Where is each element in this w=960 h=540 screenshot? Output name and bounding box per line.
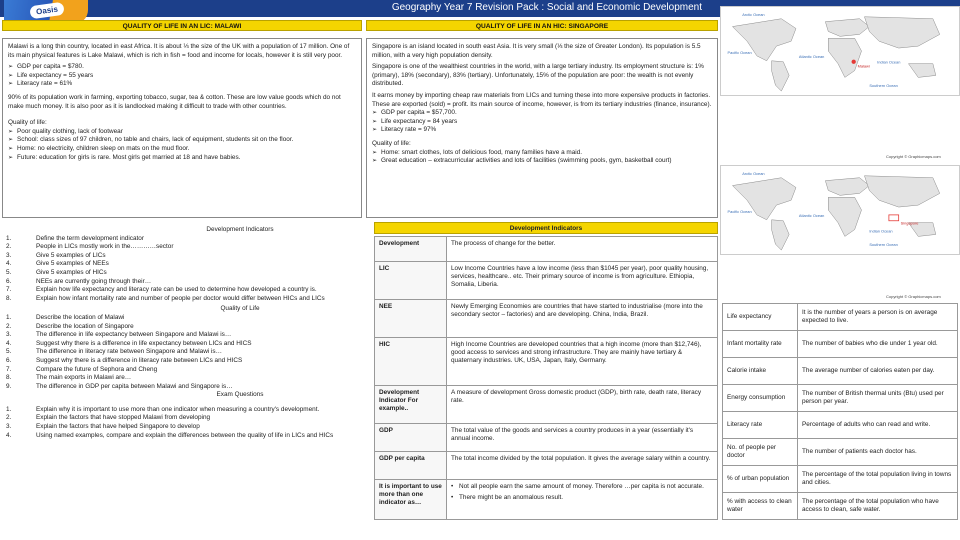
- malawi-panel: [2, 38, 362, 218]
- definition-text: Newly Emerging Economies are countries that have started to industrialise (more into the secondary sector – factories) and are developing. China, India, Brazil.: [447, 300, 718, 338]
- singapore-panel: [366, 38, 718, 218]
- singapore-qol-title: Quality of life:: [372, 139, 411, 147]
- singapore-qol-item: ➢ Great education – extracurricular activities and lots of facilities (swimming pools, gym, basketball court): [372, 157, 712, 166]
- question-item: 1. Describe the location of Malawi: [6, 313, 125, 321]
- definition-row: [375, 452, 718, 480]
- question-item: 8. Explain how infant mortality rate and number of people per doctor would differ between HICs and LICs: [6, 294, 325, 302]
- malawi-qol-item: ➢ Home: no electricity, children sleep on mats on the mud floor.: [8, 145, 356, 154]
- definition-term: It is important to use more than one indicator as…: [375, 480, 447, 520]
- question-item: 7. Compare the future of Sephora and Cheng: [6, 365, 158, 373]
- ocean-label: Arctic Ocean: [742, 170, 765, 176]
- question-item: 2. People in LICs mostly work in the…………sector: [6, 243, 174, 251]
- definition-term: LIC: [375, 262, 447, 300]
- definition-row: [375, 237, 718, 262]
- indicator-term: % of urban population: [723, 466, 798, 493]
- indicator-def: The number of patients each doctor has.: [798, 439, 958, 466]
- malawi-stat: ➢ GDP per capita = $780.: [8, 63, 356, 72]
- ocean-label: Pacific Ocean: [727, 208, 752, 214]
- map-copyright: Copyright © Graphicmaps.com: [886, 294, 941, 299]
- exam-questions: [2, 406, 368, 440]
- malawi-map-label: Malawi: [857, 63, 870, 69]
- definitions-table: [374, 236, 718, 520]
- question-item: 2. Describe the location of Singapore: [6, 322, 134, 330]
- singapore-header: QUALITY OF LIFE IN AN HIC: SINGAPORE: [366, 20, 718, 31]
- singapore-marker: [889, 215, 899, 221]
- question-item: 6. Suggest why there is a difference in literacy rate between LICs and HICS: [6, 356, 243, 364]
- revision-questions: [2, 226, 368, 440]
- definition-term: Development Indicator For example..: [375, 386, 447, 424]
- question-item: 6. NEEs are currently going through their…: [6, 277, 152, 285]
- definition-text: The total value of the goods and services a country produces in a year (essentially it's annual income.: [447, 424, 718, 452]
- malawi-header: QUALITY OF LIFE IN AN LIC: MALAWI: [2, 20, 362, 31]
- singapore-stats: [372, 109, 712, 135]
- definition-term: GDP per capita: [375, 452, 447, 480]
- definition-row: [375, 424, 718, 452]
- dev-questions: [2, 235, 368, 304]
- ocean-label: Indian Ocean: [877, 59, 901, 65]
- question-item: 5. Give 5 examples of HICs: [6, 268, 107, 276]
- ocean-label: Atlantic Ocean: [798, 53, 825, 59]
- indicator-row: [723, 439, 958, 466]
- qol-questions-title: Quality of Life: [220, 305, 260, 313]
- question-item: 8. The main exports in Malawi are…: [6, 374, 132, 382]
- indicator-def: The number of British thermal units (Btu) used per person per year.: [798, 385, 958, 412]
- ocean-label: Atlantic Ocean: [798, 212, 825, 218]
- exam-questions-title: Exam Questions: [216, 391, 264, 399]
- indicator-row: [723, 331, 958, 358]
- ocean-label: Arctic Ocean: [742, 11, 765, 17]
- definition-text: A measure of development Gross domestic product (GDP), birth rate, death rate, literacy rate.: [447, 386, 718, 424]
- indicator-term: Infant mortality rate: [723, 331, 798, 358]
- definition-text: Low Income Countries have a low income (less than $1045 per year), poor quality housing, services, healthcare.. etc. Their primary source of income is from agriculture. Ethiopia, Somalia, Liberia.: [447, 262, 718, 300]
- ocean-label: Pacific Ocean: [727, 49, 752, 55]
- question-item: 4. Suggest why there is a difference in life expectancy between LICs and HICS: [6, 339, 252, 347]
- definition-term: Development: [375, 237, 447, 262]
- indicator-def: Percentage of adults who can read and write.: [798, 412, 958, 439]
- indicator-def: The number of babies who die under 1 year old.: [798, 331, 958, 358]
- malawi-qol-item: ➢ School: class sizes of 97 children, no table and chairs, lack of equipment, students sit on the floor.: [8, 136, 356, 145]
- indicator-row: [723, 412, 958, 439]
- definition-bullet: • Not all people earn the same amount of money. Therefore …per capita is not accurate.: [451, 483, 713, 491]
- indicator-term: No. of people per doctor: [723, 439, 798, 466]
- singapore-qol-item: ➢ Home: smart clothes, lots of delicious food, many families have a maid.: [372, 149, 712, 158]
- definition-term: GDP: [375, 424, 447, 452]
- singapore-stat: ➢ Life expectancy = 84 years: [372, 118, 712, 127]
- question-item: 3. The difference in life expectancy between Singapore and Malawi is…: [6, 331, 232, 339]
- question-item: 3. Explain the factors that have helped Singapore to develop: [6, 423, 200, 431]
- singapore-p1: Singapore is an island located in south east Asia. It is very small (⅓ the size of Greater London). Its population is 5.5 million, with a very high population density.: [372, 43, 701, 59]
- indicator-row: [723, 304, 958, 331]
- malawi-qol-item: ➢ Future: education for girls is rare. Most girls get married at 18 and have babies.: [8, 154, 356, 163]
- indicator-row: [723, 466, 958, 493]
- definition-text: The process of change for the better.: [447, 237, 718, 262]
- map-copyright: Copyright © Graphicmaps.com: [886, 154, 941, 159]
- world-map-svg: [721, 7, 959, 95]
- definition-row: [375, 262, 718, 300]
- definition-term: NEE: [375, 300, 447, 338]
- indicator-term: Life expectancy: [723, 304, 798, 331]
- indicator-term: % with access to clean water: [723, 493, 798, 520]
- world-map-singapore: [720, 165, 960, 255]
- indicator-row: [723, 385, 958, 412]
- indicator-def: It is the number of years a person is on average expected to live.: [798, 304, 958, 331]
- ocean-label: Southern Ocean: [869, 83, 898, 89]
- ocean-label: Southern Ocean: [869, 242, 898, 248]
- malawi-work: 90% of its population work in farming, exporting tobacco, sugar, tea & cotton. These are low value goods which do not make much money. It is also poor as it is landlocked making it difficult to trade with other countries.: [8, 93, 341, 110]
- question-item: 2. Explain the factors that have stopped Malawi from developing: [6, 414, 211, 422]
- malawi-intro: Malawi is a long thin country, located in east Africa. It is about ⅓ the size of the UK with a population of 17 million. One of its main physical features is Lake Malawi, which is rich in fish = food and income for locals, however it is still very poor.: [8, 43, 350, 59]
- malawi-qol-title: Quality of life:: [8, 119, 47, 127]
- definition-term: HIC: [375, 338, 447, 386]
- world-map-svg: [721, 166, 959, 254]
- question-item: 1. Define the term development indicator: [6, 234, 144, 242]
- singapore-map-label: Singapore: [900, 220, 919, 226]
- world-map-malawi: [720, 6, 960, 96]
- definition-text: High Income Countries are developed countries that a high income (more than $12,746), good access to services and strong infrastructure. They are mainly have tertiary & quaternary industries. UK, USA, Japan, Italy, Germany.: [447, 338, 718, 386]
- malawi-stats: [8, 63, 356, 89]
- dev-questions-title: Development Indicators: [206, 226, 274, 233]
- question-item: 1. Explain why it is important to use more than one indicator when measuring a country's development.: [6, 405, 320, 413]
- definition-bullet: • There might be an anomalous result.: [451, 494, 713, 502]
- singapore-p3: It earns money by importing cheap raw materials from LICs and turning these into more expensive products in factories. These are exported (sold) = profit. Its main source of income, however, is from its tertiary industries (finance, insurance).: [372, 91, 712, 108]
- malawi-qol-item: ➢ Poor quality clothing, lack of footwear: [8, 128, 356, 137]
- indicators-table: [722, 303, 958, 520]
- indicator-row: [723, 358, 958, 385]
- definition-text: [447, 480, 718, 520]
- definition-row: [375, 480, 718, 520]
- indicator-term: Calorie intake: [723, 358, 798, 385]
- singapore-qol-list: [372, 149, 712, 166]
- indicator-def: The percentage of the total population living in towns and cities.: [798, 466, 958, 493]
- singapore-stat: ➢ Literacy rate = 97%: [372, 126, 712, 135]
- indicator-term: Literacy rate: [723, 412, 798, 439]
- question-item: 7. Explain how life expectancy and literacy rate can be used to determine how developed a country is.: [6, 286, 317, 294]
- question-item: 5. The difference in literacy rate between Singapore and Malawi is…: [6, 348, 223, 356]
- definition-text: The total income divided by the total population. It gives the average salary within a country.: [447, 452, 718, 480]
- indicator-term: Energy consumption: [723, 385, 798, 412]
- singapore-p2: Singapore is one of the wealthiest countries in the world, with a large tertiary industry. Its employment structure is: 1% (primary), 18% (secondary), 83% (tertiary). Unfortunately, 15% of the population are poor: the wealth is not evenly distributed.: [372, 63, 704, 88]
- malawi-stat: ➢ Literacy rate = 61%: [8, 80, 356, 89]
- page-title: Geography Year 7 Revision Pack : Social and Economic Development: [391, 2, 702, 13]
- definition-row: [375, 300, 718, 338]
- qol-questions: [2, 314, 368, 391]
- question-item: 4. Using named examples, compare and explain the differences between the quality of life in LICs and HICs: [6, 431, 334, 439]
- singapore-stat: ➢ GDP per capita = $57,700.: [372, 109, 712, 118]
- question-item: 4. Give 5 examples of NEEs: [6, 260, 109, 268]
- definitions-title: Development Indicators: [374, 222, 718, 234]
- ocean-label: Indian Ocean: [869, 228, 893, 234]
- malawi-marker: [852, 60, 856, 64]
- indicator-def: The percentage of the total population who have access to clean, safe water.: [798, 493, 958, 520]
- indicator-def: The average number of calories eaten per day.: [798, 358, 958, 385]
- indicator-row: [723, 493, 958, 520]
- question-item: 3. Give 5 examples of LICs: [6, 251, 106, 259]
- definition-row: [375, 386, 718, 424]
- malawi-qol-list: [8, 128, 356, 162]
- definition-row: [375, 338, 718, 386]
- malawi-stat: ➢ Life expectancy = 55 years: [8, 72, 356, 81]
- question-item: 9. The difference in GDP per capita between Malawi and Singapore is…: [6, 382, 233, 390]
- logo-text: Oasis: [29, 2, 64, 20]
